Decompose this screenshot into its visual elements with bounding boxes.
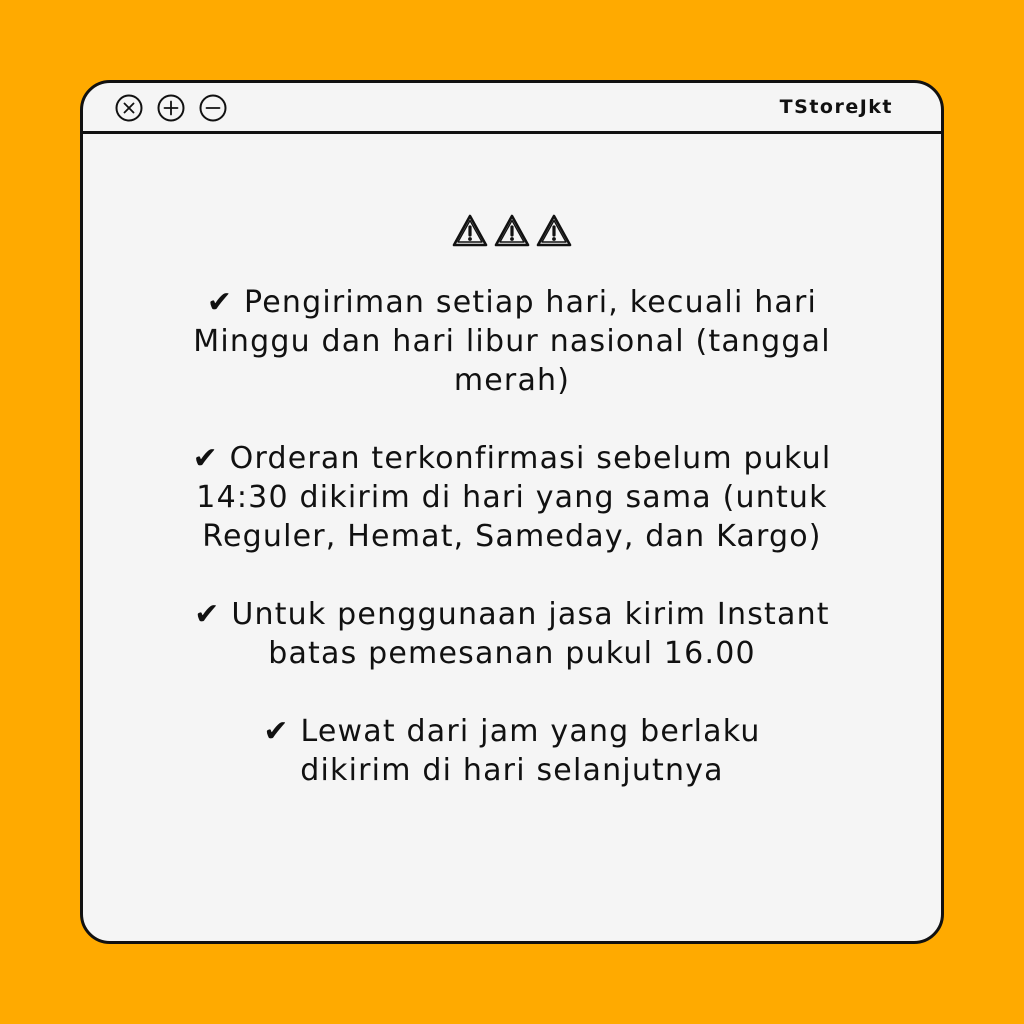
plus-icon[interactable] <box>157 94 185 122</box>
app-window <box>80 80 944 944</box>
close-icon[interactable] <box>115 94 143 122</box>
notice-item-delivery-days: ✔ Pengiriman setiap hari, kecuali hari Minggu dan hari libur nasional (tanggal merah) <box>193 285 831 398</box>
warning-icon <box>451 213 489 253</box>
title-bar <box>83 83 941 134</box>
warning-row <box>143 213 881 253</box>
warning-icon <box>535 213 573 253</box>
minus-icon[interactable] <box>199 94 227 122</box>
notice-item-late-orders: ✔ Lewat dari jam yang berlaku dikirim di hari selanjutnya <box>263 714 761 788</box>
notice-content <box>143 213 881 829</box>
warning-icon <box>493 213 531 253</box>
notice-item-instant-cutoff: ✔ Untuk penggunaan jasa kirim Instant batas pemesanan pukul 16.00 <box>194 597 830 671</box>
notice-item-order-cutoff: ✔ Orderan terkonfirmasi sebelum pukul 14:30 dikirim di hari yang sama (untuk Reguler, Hemat, Sameday, dan Kargo) <box>192 441 832 554</box>
brand-name: TStoreJkt <box>779 96 893 118</box>
